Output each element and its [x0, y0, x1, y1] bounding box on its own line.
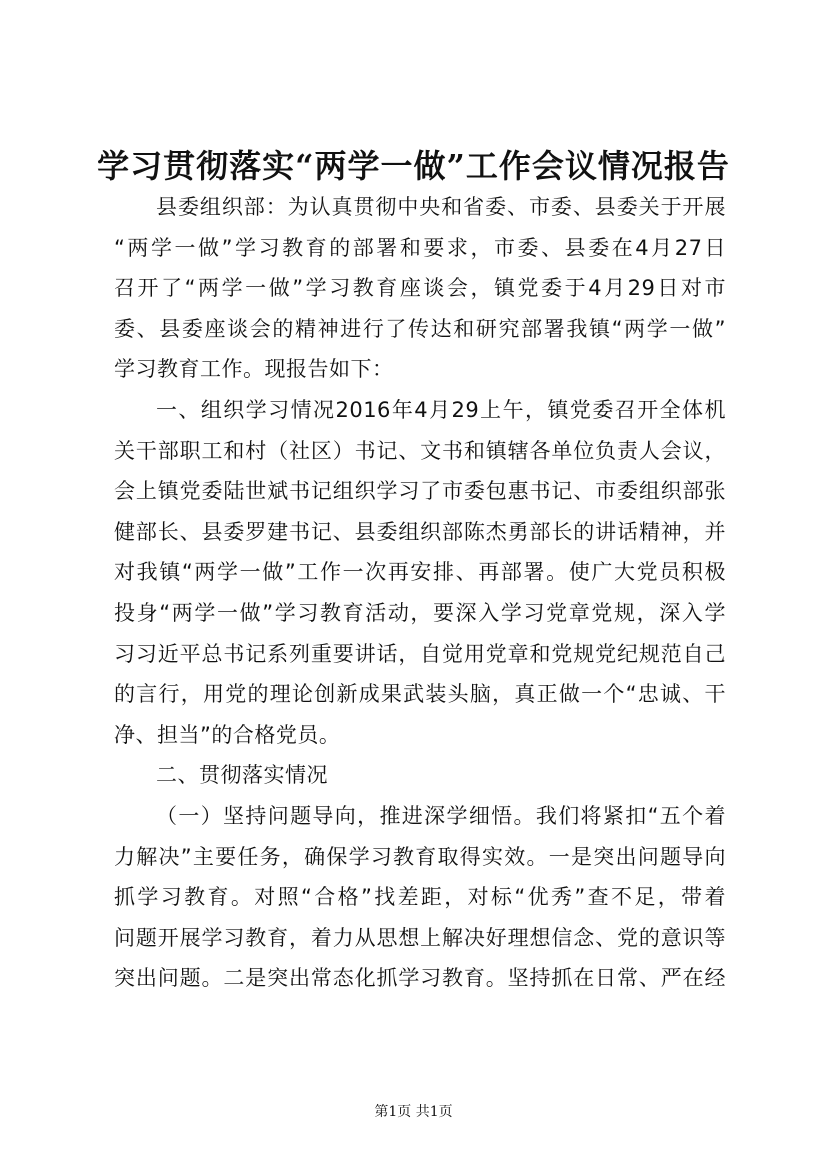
- paragraph-line: 的言行，用党的理论创新成果武装头脑，真正做一个“忠诚、干: [114, 682, 726, 707]
- section-heading: 二、贯彻落实情况: [156, 763, 328, 788]
- paragraph-line: 净、担当”的合格党员。: [114, 722, 341, 747]
- paragraph-line: 突出问题。二是突出常态化抓学习教育。坚持抓在日常、严在经: [114, 966, 726, 991]
- paragraph-line: 召开了“两学一做”学习教育座谈会，镇党委于4月29日对市: [114, 276, 726, 301]
- paragraph-line: 抓学习教育。对照“合格”找差距，对标“优秀”查不足，带着: [114, 885, 726, 910]
- paragraph-line: 习习近平总书记系列重要讲话，自觉用党章和党规党纪规范自己: [114, 641, 726, 666]
- paragraph-line: 对我镇“两学一做”工作一次再安排、再部署。使广大党员积极: [114, 560, 726, 585]
- paragraph-line: 健部长、县委罗建书记、县委组织部陈杰勇部长的讲话精神，并: [114, 519, 726, 544]
- paragraph-line: 会上镇党委陆世斌书记组织学习了市委包惠书记、市委组织部张: [114, 479, 726, 504]
- paragraph-line: 投身“两学一做”学习教育活动，要深入学习党章党规，深入学: [114, 600, 726, 625]
- paragraph-line: 委、县委座谈会的精神进行了传达和研究部署我镇“两学一做”: [114, 316, 726, 341]
- paragraph-line: 县委组织部：为认真贯彻中央和省委、市委、县委关于开展: [156, 195, 726, 219]
- paragraph-line: 关干部职工和村（社区）书记、文书和镇辖各单位负责人会议，: [114, 438, 726, 463]
- paragraph-line: （一）坚持问题导向，推进深学细悟。我们将紧扣“五个着: [156, 803, 726, 828]
- document-title: 学习贯彻落实“两学一做”工作会议情况报告: [97, 147, 730, 185]
- page-footer: 第1页 共1页: [374, 1104, 453, 1120]
- document-body: [114, 187, 726, 999]
- paragraph-line: “两学一做”学习教育的部署和要求，市委、县委在4月27日: [114, 235, 726, 260]
- paragraph-line: 力解决”主要任务，确保学习教育取得实效。一是突出问题导向: [114, 844, 726, 869]
- paragraph-line: 一、组织学习情况2016年4月29上午，镇党委召开全体机: [156, 397, 726, 422]
- paragraph-line: 学习教育工作。现报告如下：: [114, 357, 394, 382]
- paragraph-line: 问题开展学习教育，着力从思想上解决好理想信念、党的意识等: [114, 925, 726, 950]
